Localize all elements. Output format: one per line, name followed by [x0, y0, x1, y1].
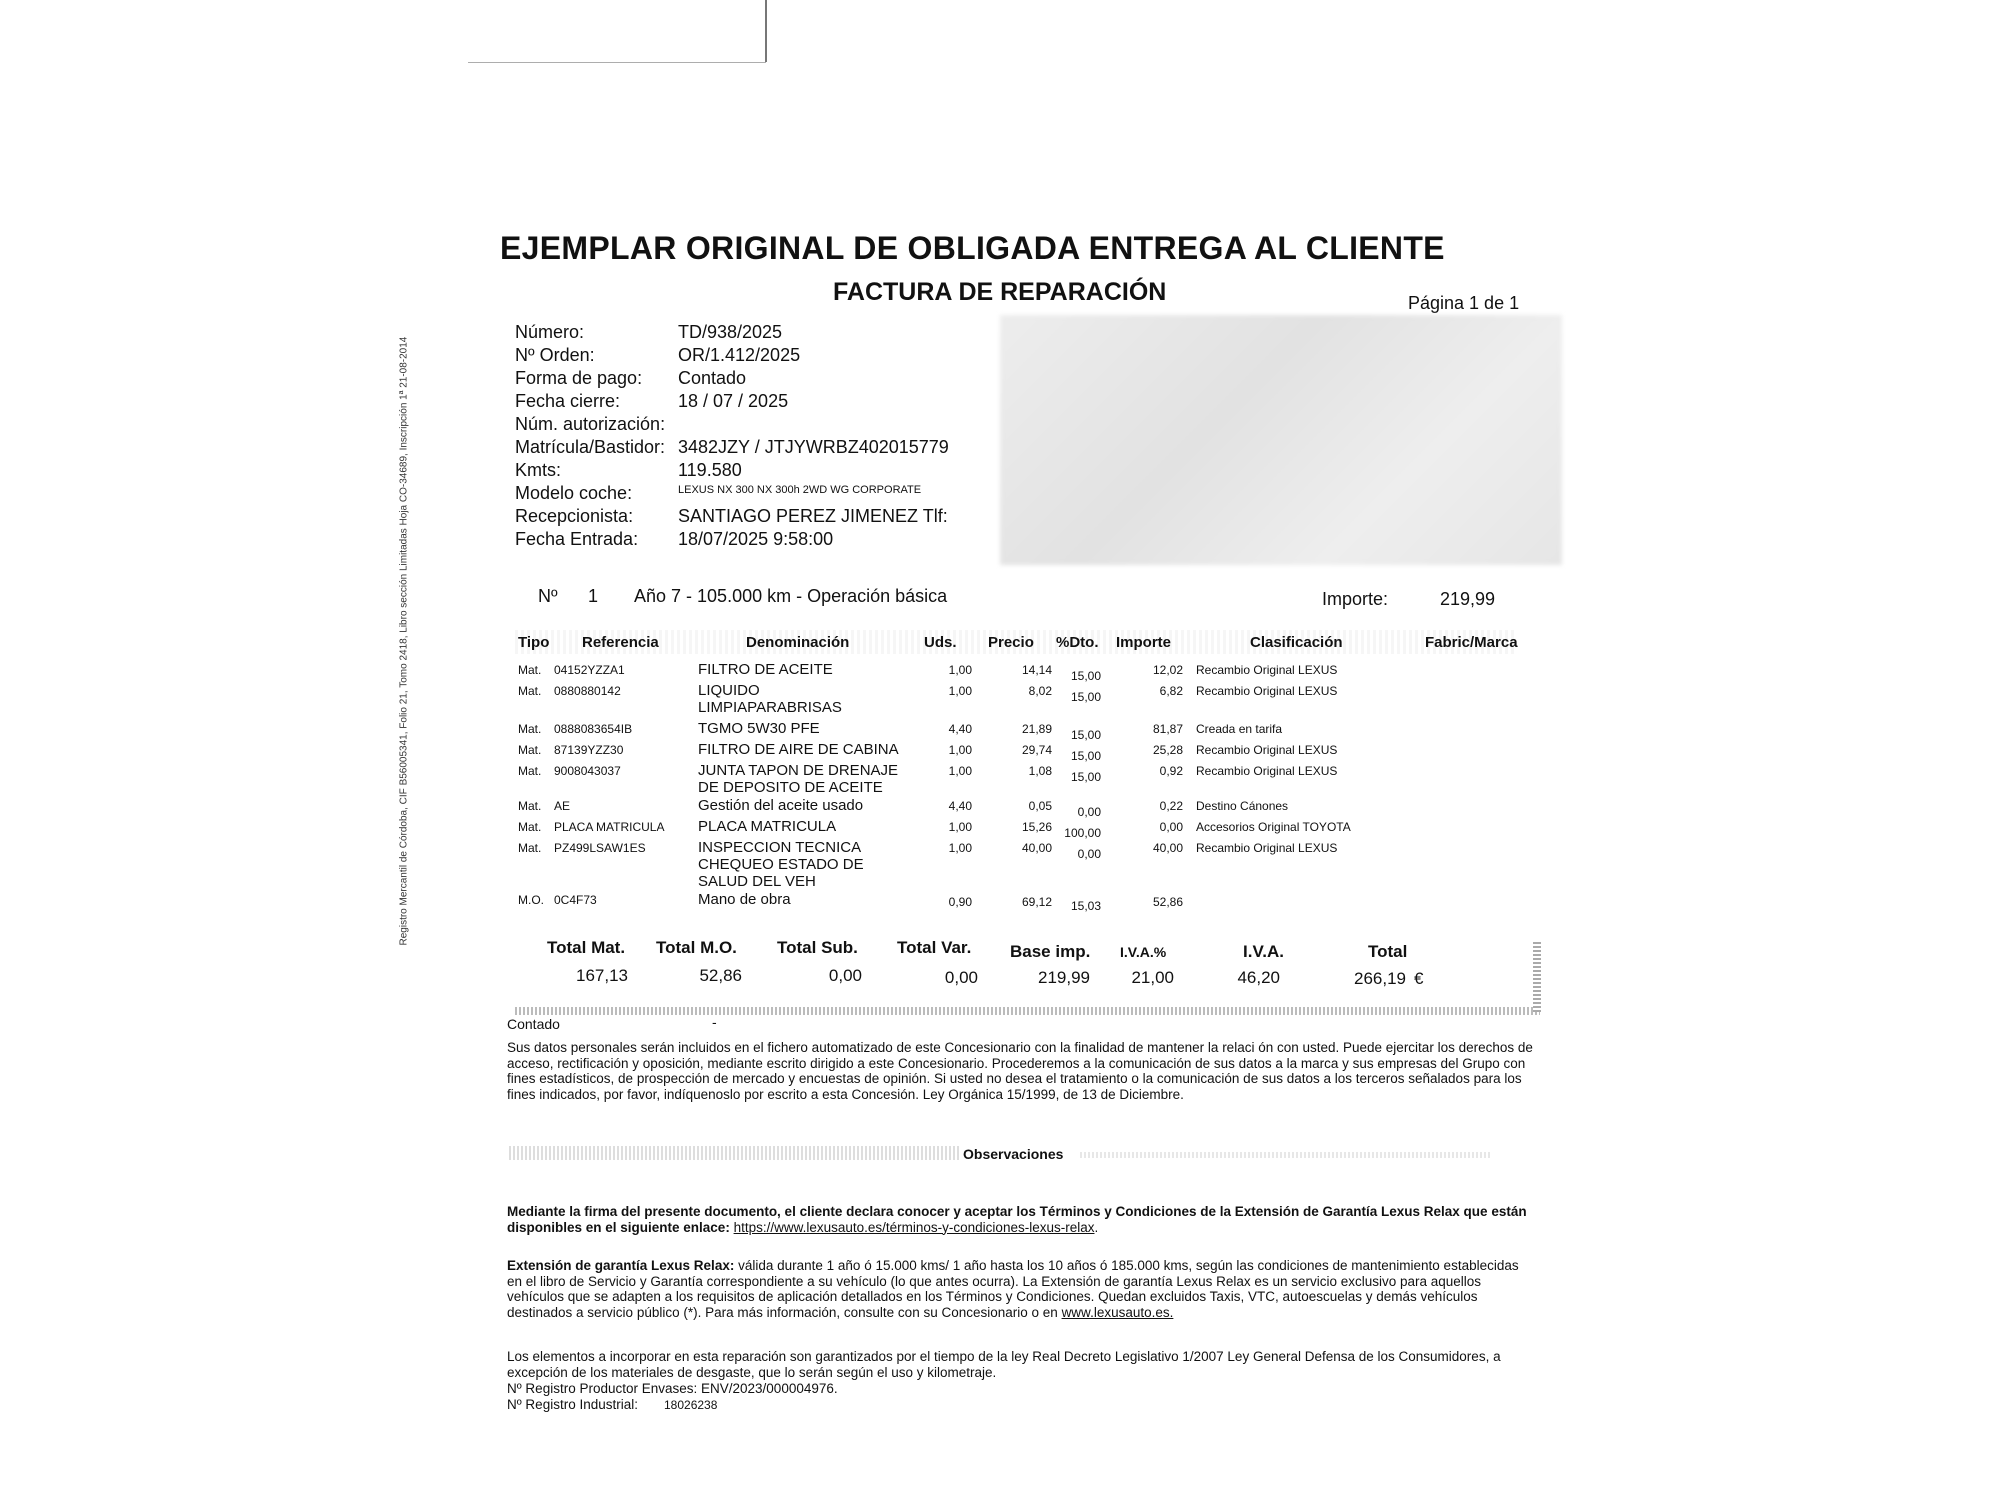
cell-importe: 0,92	[1159, 764, 1183, 778]
autorizacion-label: Núm. autorización:	[515, 414, 666, 434]
kmts-value: 119.580	[678, 460, 742, 480]
table-row	[0, 720, 2000, 740]
total-var-value: 0,00	[944, 968, 978, 987]
table-row	[0, 682, 2000, 716]
cell-uds: 1,00	[948, 820, 972, 834]
iva-pct-label: I.V.A.%	[1120, 944, 1167, 960]
matricula-value: 3482JZY / JTJYWRBZ402015779	[678, 437, 949, 457]
cell-referencia: 87139YZZ30	[554, 743, 624, 757]
cell-denominacion: Gestión del aceite usado	[698, 797, 864, 814]
cell-dto: 15,00	[1070, 749, 1101, 763]
col-referencia: Referencia	[582, 634, 659, 651]
total-var-label: Total Var.	[897, 938, 972, 957]
totals-bottom-rule	[515, 1007, 1540, 1015]
cell-tipo: Mat.	[518, 743, 542, 757]
cell-importe: 6,82	[1159, 684, 1183, 698]
lexus-site-link[interactable]: www.lexusauto.es.	[1061, 1304, 1174, 1320]
cell-clasificacion: Recambio Original LEXUS	[1196, 764, 1338, 778]
table-row	[0, 839, 2000, 890]
col-clasificacion: Clasificación	[1250, 634, 1343, 651]
col-tipo: Tipo	[518, 634, 550, 651]
total-sub-value: 0,00	[828, 966, 862, 985]
cell-uds: 1,00	[948, 663, 972, 677]
cell-denominacion: FILTRO DE ACEITE	[698, 661, 833, 678]
cell-denominacion: FILTRO DE AIRE DE CABINA	[698, 741, 899, 758]
cell-referencia: 0880880142	[554, 684, 621, 698]
cell-dto: 15,00	[1070, 669, 1101, 683]
cell-tipo: Mat.	[518, 764, 542, 778]
cell-uds: 1,00	[948, 743, 972, 757]
iva-label: I.V.A.	[1243, 942, 1284, 961]
cell-uds: 1,00	[948, 764, 972, 778]
cell-tipo: Mat.	[518, 663, 542, 677]
cell-importe: 0,00	[1159, 820, 1183, 834]
total-value: 266,19	[1354, 969, 1406, 988]
entrada-value: 18/07/2025 9:58:00	[678, 529, 834, 549]
cell-precio: 21,89	[1021, 722, 1052, 736]
operation-description: Año 7 - 105.000 km - Operación básica	[634, 586, 948, 606]
cell-dto: 0,00	[1077, 847, 1101, 861]
base-imp-value: 219,99	[1038, 968, 1090, 987]
modelo-value: LEXUS NX 300 NX 300h 2WD WG CORPORATE	[678, 484, 922, 496]
cell-referencia: PLACA MATRICULA	[554, 820, 665, 834]
cell-precio: 69,12	[1021, 895, 1052, 909]
table-row	[0, 741, 2000, 761]
cell-importe: 40,00	[1152, 841, 1183, 855]
scan-artifact-vertical	[765, 0, 767, 62]
guarantee-notice: Los elementos a incorporar en esta reparación son garantizados por el tiempo de la ley Real Decreto Legislativo 1/2007 Ley General Defensa de los Consumidores, a excepción de los materiales de desgaste, que lo serán según el uso y kilometraje.	[507, 1349, 1501, 1380]
numero-value: TD/938/2025	[678, 322, 783, 342]
scan-artifact-horizontal	[468, 62, 766, 63]
document-title: EJEMPLAR ORIGINAL DE OBLIGADA ENTREGA AL CLIENTE	[500, 230, 1445, 266]
total-mat-label: Total Mat.	[547, 938, 626, 957]
col-importe: Importe	[1116, 634, 1172, 651]
base-imp-label: Base imp.	[1010, 942, 1091, 961]
col-precio: Precio	[988, 634, 1034, 651]
total-sub-label: Total Sub.	[777, 938, 858, 957]
table-row	[0, 661, 2000, 681]
observaciones-label: Observaciones	[963, 1146, 1064, 1162]
privacy-notice: Sus datos personales serán incluidos en el fichero automatizado de este Concesionario con la finalidad de mantener la relaci ón con usted. Puede ejercitar los derechos de acceso, rectificación y oposición, mediante escrito dirigido a este Concesionario. Procederemos a la comunicación de sus datos a la marca y sus empresas del Grupo con fines estadísticos, de prospección de mercado y encuestas de opinión. Si usted no desea el tratamiento o la comunicación de sus datos a los terceros señalados para los fines indicados, por favor, indíquenoslo por escrito a esta Concesión. Ley Orgánica 15/1999, de 13 de Diciembre.	[507, 1040, 1533, 1102]
operation-number-label: Nº	[538, 586, 558, 606]
envases-registry: Nº Registro Productor Envases: ENV/2023/000004976.	[507, 1381, 838, 1396]
cell-dto: 0,00	[1077, 805, 1101, 819]
cell-importe: 81,87	[1152, 722, 1183, 736]
cell-tipo: Mat.	[518, 820, 542, 834]
cell-referencia: 0C4F73	[554, 893, 597, 907]
cell-uds: 0,90	[948, 895, 972, 909]
totals-right-rule	[1533, 940, 1541, 1012]
cell-dto: 15,00	[1070, 690, 1101, 704]
operation-importe: 219,99	[1440, 589, 1496, 609]
table-row	[0, 797, 2000, 817]
pago-value: Contado	[678, 368, 747, 388]
total-mo-value: 52,86	[699, 966, 742, 985]
cell-denominacion: TGMO 5W30 PFE	[698, 720, 820, 737]
kmts-label: Kmts:	[515, 460, 562, 480]
numero-label: Número:	[515, 322, 585, 342]
invoice-title: FACTURA DE REPARACIÓN	[833, 278, 1167, 306]
cell-precio: 1,08	[1028, 764, 1052, 778]
warranty-description	[507, 1258, 1537, 1320]
col-fabric: Fabric/Marca	[1425, 634, 1518, 651]
table-row	[0, 891, 2000, 911]
iva-pct-value: 21,00	[1131, 968, 1174, 987]
payment-dash: -	[712, 1014, 717, 1030]
warranty-text: válida durante 1 año ó 15.000 kms/ 1 año hasta los 10 años ó 185.000 kms, según las condiciones de mantenimiento establecidas en el libro de Servicio y Garantía correspondiente a su vehículo (lo que antes ocurra). La Extensión de garantía Lexus Relax es un servicio exclusivo para aquellos vehículos que se adapten a los requisitos de aplicación detallados en los Términos y Condiciones. Quedan excluidos Taxis, VTC, autoescuelas y demás vehículos destinados a servicio público (*). Para más información, consulte con su Concesionario o en	[507, 1258, 1519, 1320]
table-row	[0, 818, 2000, 838]
cell-denominacion: Mano de obra	[698, 891, 791, 908]
warranty-terms-link[interactable]: https://www.lexusauto.es/términos-y-condiciones-lexus-relax	[733, 1219, 1095, 1235]
industrial-registry-number: 18026238	[664, 1398, 718, 1412]
cell-clasificacion: Recambio Original LEXUS	[1196, 684, 1338, 698]
operation-number: 1	[588, 586, 599, 606]
iva-value: 46,20	[1237, 968, 1280, 987]
pago-label: Forma de pago:	[515, 368, 643, 388]
total-mo-label: Total M.O.	[656, 938, 737, 957]
cell-clasificacion: Recambio Original LEXUS	[1196, 743, 1338, 757]
cell-tipo: Mat.	[518, 799, 542, 813]
cell-tipo: Mat.	[518, 841, 542, 855]
cell-importe: 0,22	[1159, 799, 1183, 813]
cell-clasificacion: Recambio Original LEXUS	[1196, 663, 1338, 677]
cell-referencia: 0888083654IB	[554, 722, 633, 736]
cell-denominacion: LIQUIDO LIMPIAPARABRISAS	[698, 682, 842, 716]
cell-clasificacion: Accesorios Original TOYOTA	[1196, 820, 1351, 834]
cell-denominacion: JUNTA TAPON DE DRENAJE DE DEPOSITO DE ACEITE	[698, 762, 899, 796]
col-uds: Uds.	[924, 634, 957, 651]
cell-precio: 29,74	[1021, 743, 1052, 757]
col-denominacion: Denominación	[746, 634, 850, 651]
recepcionista-value: SANTIAGO PEREZ JIMENEZ Tlf:	[678, 506, 948, 526]
warranty-title: Extensión de garantía Lexus Relax:	[507, 1258, 735, 1273]
orden-value: OR/1.412/2025	[678, 345, 801, 365]
modelo-label: Modelo coche:	[515, 483, 633, 503]
total-label: Total	[1368, 942, 1408, 961]
cell-tipo: Mat.	[518, 722, 542, 736]
table-row	[0, 762, 2000, 796]
payment-method: Contado	[507, 1016, 560, 1032]
total-mat-value: 167,13	[576, 966, 628, 985]
cell-precio: 14,14	[1021, 663, 1052, 677]
cell-importe: 12,02	[1152, 663, 1183, 677]
cell-importe: 52,86	[1152, 895, 1183, 909]
page-number: Página 1 de 1	[1408, 293, 1520, 313]
orden-label: Nº Orden:	[515, 345, 595, 365]
cell-clasificacion: Destino Cánones	[1196, 799, 1289, 813]
cell-uds: 4,40	[948, 722, 972, 736]
cell-referencia: PZ499LSAW1ES	[554, 841, 646, 855]
cell-tipo: M.O.	[518, 893, 544, 907]
redacted-dealer-block	[1000, 315, 1562, 565]
cell-tipo: Mat.	[518, 684, 542, 698]
cell-dto: 15,00	[1070, 728, 1101, 742]
industrial-registry-label: Nº Registro Industrial:	[507, 1397, 638, 1412]
cell-dto: 15,03	[1070, 899, 1101, 913]
entrada-label: Fecha Entrada:	[515, 529, 639, 549]
warranty-intro-text: Mediante la firma del presente documento, el cliente declara conocer y aceptar los Términos y Condiciones de la Extensión de Garantía Lexus Relax que están disponibles en el siguiente enlace:	[507, 1204, 1527, 1235]
cell-uds: 1,00	[948, 841, 972, 855]
cierre-value: 18 / 07 / 2025	[678, 391, 789, 411]
cell-clasificacion: Creada en tarifa	[1196, 722, 1283, 736]
cell-importe: 25,28	[1152, 743, 1183, 757]
cell-precio: 15,26	[1021, 820, 1052, 834]
col-dto: %Dto.	[1056, 634, 1099, 651]
observaciones-rule-left	[509, 1146, 959, 1160]
cell-dto: 15,00	[1070, 770, 1101, 784]
warranty-intro: Mediante la firma del presente documento, el cliente declara conocer y aceptar los Términos y Condiciones de la Extensión de Garantía Lexus Relax que están disponibles en el siguiente enlace: https://www.lexusauto.es/términos-y-condiciones-lexus-relax.	[507, 1204, 1527, 1235]
cell-referencia: 9008043037	[554, 764, 621, 778]
cell-precio: 8,02	[1028, 684, 1052, 698]
cell-clasificacion: Recambio Original LEXUS	[1196, 841, 1338, 855]
recepcionista-label: Recepcionista:	[515, 506, 634, 526]
cell-referencia: 04152YZZA1	[554, 663, 625, 677]
cell-precio: 0,05	[1028, 799, 1052, 813]
side-registry-text: Registro Mercantil de Córdoba, CIF B56005341, Folio 21, Tomo 2418, Libro sección Limitadas Hoja CO-34689, Inscripción 1ª 21-08-2014	[398, 336, 410, 946]
cell-precio: 40,00	[1021, 841, 1052, 855]
currency-symbol: €	[1414, 969, 1424, 988]
cell-uds: 4,40	[948, 799, 972, 813]
cell-referencia: AE	[554, 799, 571, 813]
operation-importe-label: Importe:	[1322, 589, 1389, 609]
cell-denominacion: PLACA MATRICULA	[698, 818, 837, 835]
matricula-label: Matrícula/Bastidor:	[515, 437, 666, 457]
observaciones-rule-right	[1080, 1152, 1490, 1158]
cell-dto: 100,00	[1064, 826, 1101, 840]
cell-denominacion: INSPECCION TECNICA CHEQUEO ESTADO DE SALUD DEL VEH	[698, 839, 864, 890]
cell-uds: 1,00	[948, 684, 972, 698]
cierre-label: Fecha cierre:	[515, 391, 621, 411]
